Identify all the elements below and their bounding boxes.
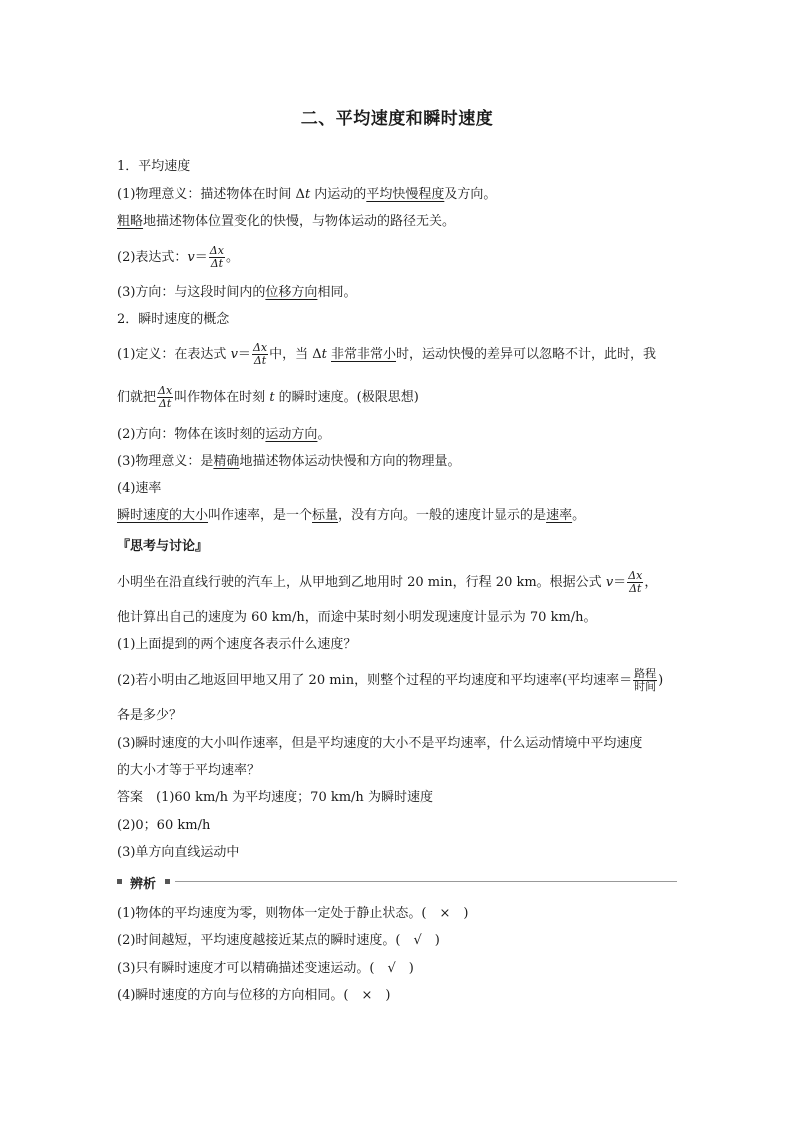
fraction-dx-dt: $\frac{\Delta x}{\Delta t}$ bbox=[628, 569, 643, 595]
avg-velocity-formula: (2)表达式：v＝ $\frac{\Delta x}{\Delta t}$ 。 bbox=[117, 244, 239, 270]
answer-3: (3)单方向直线运动中 bbox=[117, 845, 240, 860]
instant-velocity-definition: (1)定义：在表达式 v＝ $\frac{\Delta x}{\Delta t}$ 中，当 Δt 非常非常小时，运动快慢的差异可以忽略不计，此时，我 bbox=[117, 341, 657, 367]
avg-velocity-note: 粗略地描述物体位置变化的快慢，与物体运动的路径无关。 bbox=[117, 214, 456, 229]
answer-1: 答案 (1)60 km/h 为平均速度；70 km/h 为瞬时速度 bbox=[117, 790, 433, 805]
bianxi-label: 辨析 bbox=[130, 877, 157, 892]
square-bullet-icon bbox=[117, 879, 122, 884]
judgement-item: (3)只有瞬时速度才可以精确描述变速运动。( √ ) bbox=[117, 961, 414, 976]
fraction-dx-dt: $\frac{\Delta x}{\Delta t}$ bbox=[209, 244, 224, 270]
question-3: (3)瞬时速度的大小叫作速率，但是平均速度的大小不是平均速率，什么运动情境中平均速度 bbox=[117, 736, 643, 751]
question-2-cont: 各是多少？ bbox=[117, 708, 183, 723]
speed-definition: 瞬时速度的大小叫作速率，是一个标量，没有方向。一般的速度计显示的是速率。 bbox=[117, 508, 586, 523]
heading-instant-velocity: 2．瞬时速度的概念 bbox=[117, 312, 230, 327]
section-title: 二、平均速度和瞬时速度 bbox=[300, 109, 494, 129]
avg-velocity-meaning: (1)物理意义：描述物体在时间 Δt 内运动的平均快慢程度及方向。 bbox=[117, 187, 497, 202]
question-1: (1)上面提到的两个速度各表示什么速度？ bbox=[117, 637, 357, 652]
divider-line bbox=[175, 881, 677, 882]
fraction-dx-dt: $\frac{\Delta x}{\Delta t}$ bbox=[158, 384, 173, 410]
question-3-cont: 的大小才等于平均速率？ bbox=[117, 763, 261, 778]
fraction-dx-dt: $\frac{\Delta x}{\Delta t}$ bbox=[252, 341, 268, 367]
square-bullet-icon bbox=[165, 879, 170, 884]
underlined-term: 平均快慢程度 bbox=[366, 187, 445, 202]
underlined-term: 速率 bbox=[546, 508, 573, 523]
discussion-problem-line-1: 小明坐在沿直线行驶的汽车上，从甲地到乙地用时 20 min，行程 20 km。根据公式 v＝ $\frac{\Delta x}{\Delta t}$ ， bbox=[117, 569, 658, 595]
question-2: (2)若小明由乙地返回甲地又用了 20 min，则整个过程的平均速度和平均速率(平均速率＝ $\frac{\text{路程}}{\text{时间}}$ ) bbox=[117, 667, 664, 693]
discussion-heading: 『思考与讨论』 bbox=[117, 539, 209, 554]
judgement-item: (2)时间越短，平均速度越接近某点的瞬时速度。( √ ) bbox=[117, 933, 440, 948]
underlined-term: 运动方向 bbox=[265, 427, 318, 442]
answer-2: (2)0；60 km/h bbox=[117, 818, 211, 833]
judgement-item: (1)物体的平均速度为零，则物体一定处于静止状态。( × ) bbox=[117, 906, 469, 921]
fraction-distance-time: $\frac{\text{路程}}{\text{时间}}$ bbox=[634, 667, 657, 693]
bianxi-divider bbox=[117, 873, 677, 891]
underlined-term: 粗略 bbox=[117, 214, 144, 229]
underlined-term: 标量 bbox=[312, 508, 339, 523]
instant-velocity-definition-cont: 们就把 $\frac{\Delta x}{\Delta t}$ 叫作物体在时刻 t 的瞬时速度。(极限思想) bbox=[117, 384, 419, 410]
underlined-term: 精确 bbox=[213, 454, 240, 469]
underlined-term: 位移方向 bbox=[265, 285, 318, 300]
avg-velocity-direction: (3)方向：与这段时间内的位移方向相同。 bbox=[117, 285, 357, 300]
instant-velocity-direction: (2)方向：物体在该时刻的运动方向。 bbox=[117, 427, 331, 442]
discussion-problem-line-2: 他计算出自己的速度为 60 km/h，而途中某时刻小明发现速度计显示为 70 km/h。 bbox=[117, 610, 597, 625]
underlined-term: 瞬时速度的大小 bbox=[117, 508, 209, 523]
judgement-item: (4)瞬时速度的方向与位移的方向相同。( × ) bbox=[117, 988, 391, 1003]
underlined-term: 非常非常小 bbox=[331, 347, 397, 362]
heading-average-velocity: 1．平均速度 bbox=[117, 159, 191, 174]
speed-heading: (4)速率 bbox=[117, 481, 162, 496]
instant-velocity-meaning: (3)物理意义：是精确地描述物体运动快慢和方向的物理量。 bbox=[117, 454, 461, 469]
